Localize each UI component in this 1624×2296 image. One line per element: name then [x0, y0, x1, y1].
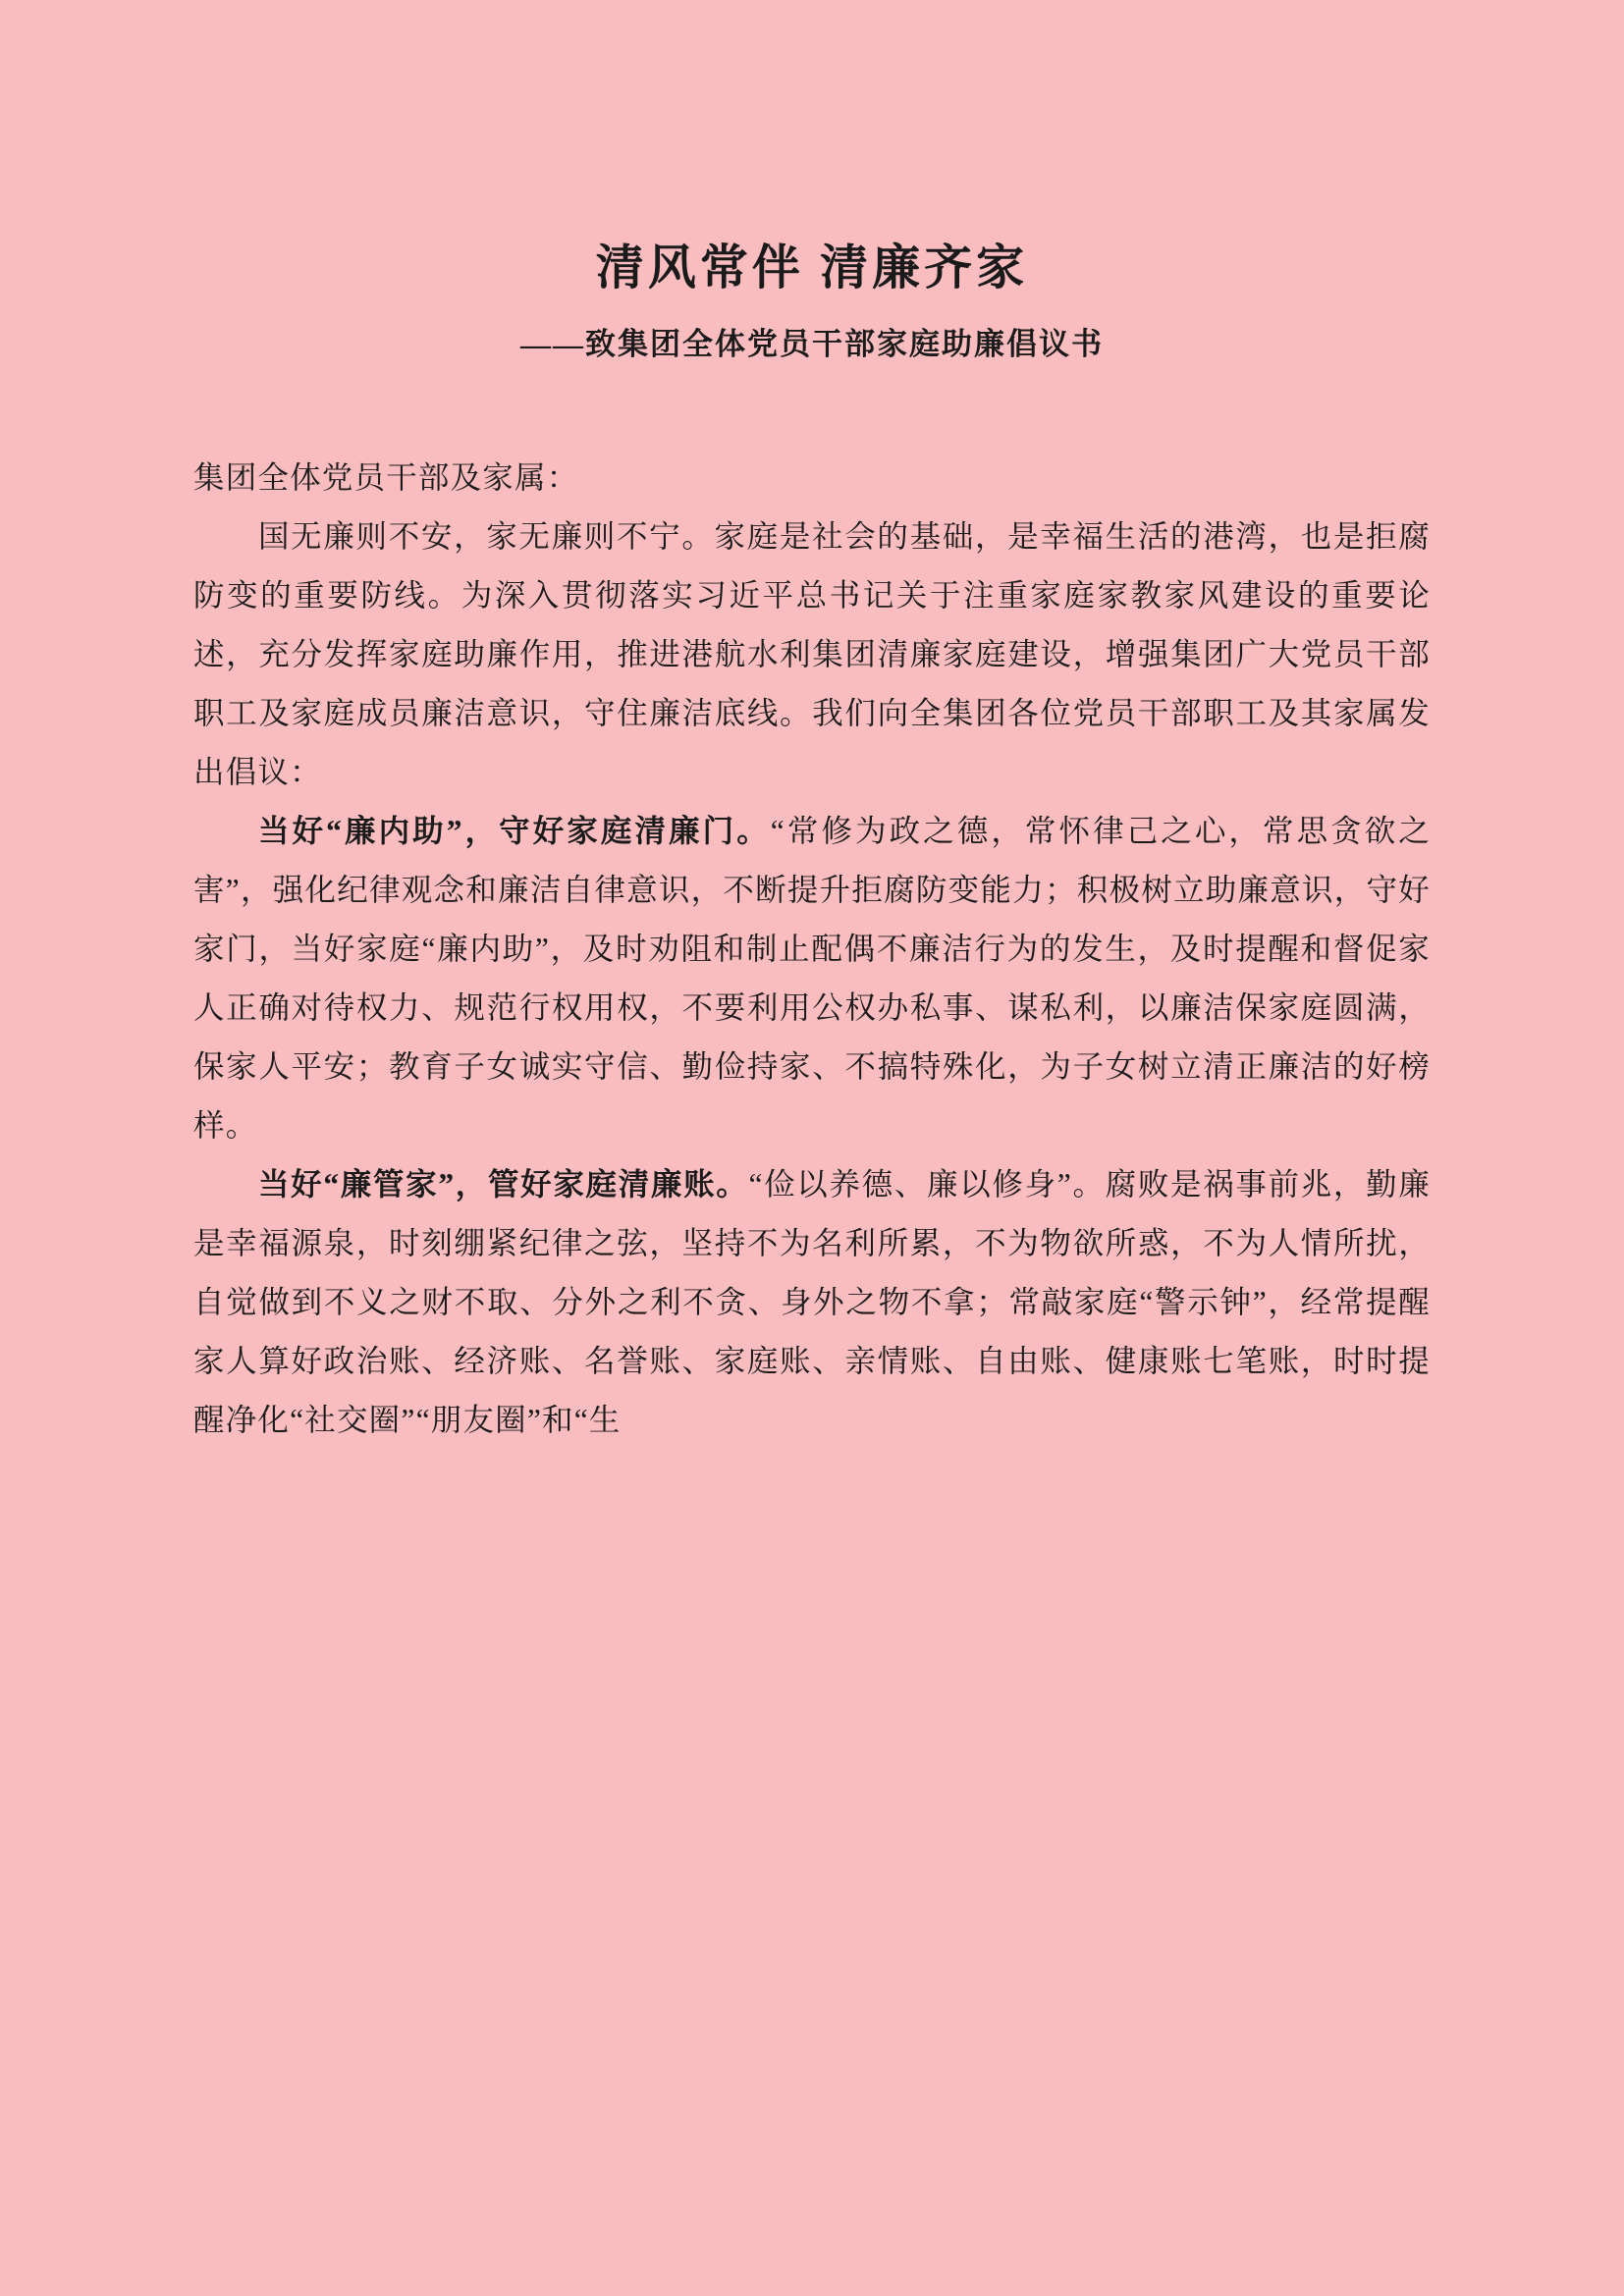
paragraph-section-two: [193, 1155, 1431, 1450]
paragraph-section-two-lead: 当好“廉管家”，管好家庭清廉账。: [258, 1167, 749, 1202]
page-subtitle: ——致集团全体党员干部家庭助廉倡议书: [520, 326, 1104, 361]
page-title: 清风常伴 清廉齐家: [595, 240, 1029, 294]
salutation: 集团全体党员干部及家属：: [193, 460, 579, 496]
paragraph-section-one-lead: 当好“廉内助”，守好家庭清廉门。: [258, 814, 771, 849]
paragraph-section-one: [193, 802, 1431, 1155]
document-body: [193, 364, 1431, 1450]
paragraph-section-one-text: “常修为政之德，常怀律己之心，常思贪欲之害”，强化纪律观念和廉洁自律意识，不断提升拒腐防变能力；积极树立助廉意识，守好家门，当好家庭“廉内助”，及时劝阻和制止配偶不廉洁行为的发生，及时提醒和督促家人正确对待权力、规范行权用权，不要利用公权办私事、谋私利，以廉洁保家庭圆满，保家人平安；教育子女诚实守信、勤俭持家、不搞特殊化，为子女树立清正廉洁的好榜样。: [193, 814, 1432, 1144]
paragraph-section-two-text: “俭以养德、廉以修身”。腐败是祸事前兆，勤廉是幸福源泉，时刻绷紧纪律之弦，坚持不为名利所累，不为物欲所惑，不为人情所扰，自觉做到不义之财不取、分外之利不贪、身外之物不拿；常敲家庭“警示钟”，经常提醒家人算好政治账、经济账、名誉账、家庭账、亲情账、自由账、健康账七笔账，时时提醒净化“社交圈”“朋友圈”和“生: [193, 1167, 1431, 1438]
paragraph-opening: [193, 507, 1431, 802]
paragraph-opening-text: 国无廉则不安，家无廉则不宁。家庭是社会的基础，是幸福生活的港湾，也是拒腐防变的重要防线。为深入贯彻落实习近平总书记关于注重家庭家教家风建设的重要论述，充分发挥家庭助廉作用，推进港航水利集团清廉家庭建设，增强集团广大党员干部职工及家庭成员廉洁意识，守住廉洁底线。我们向全集团各位党员干部职工及其家属发出倡议：: [193, 519, 1431, 790]
